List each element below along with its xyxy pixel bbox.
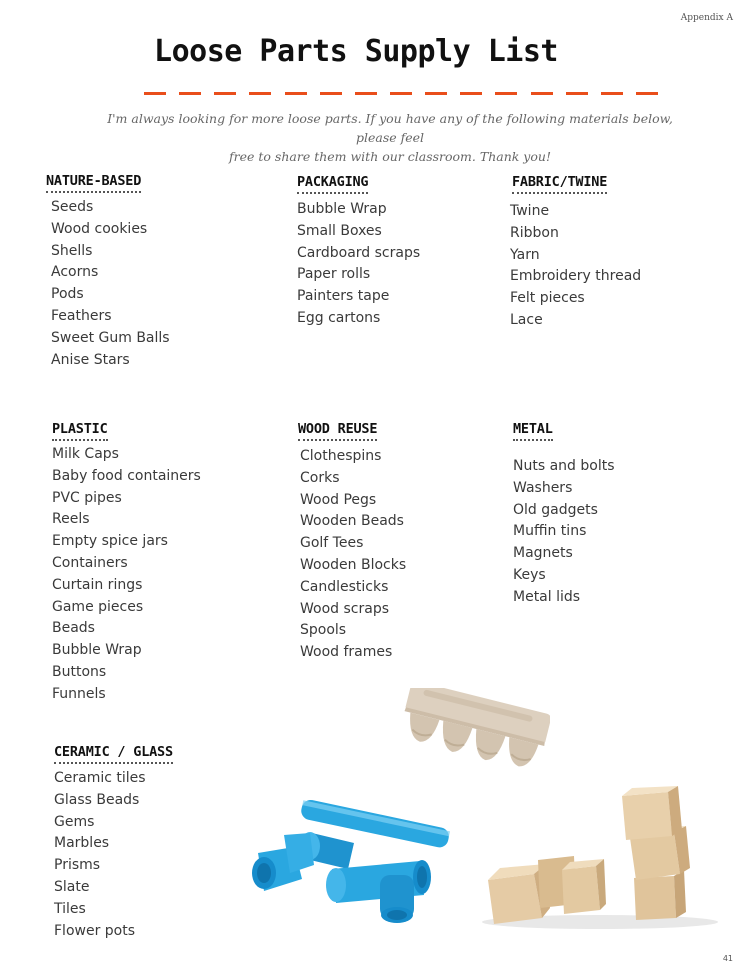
list-item: Flower pots: [54, 922, 136, 939]
list-item: Seeds: [51, 199, 94, 215]
section-fabric-twine: [512, 171, 641, 332]
list-item: Game pieces: [52, 598, 144, 615]
list-item: Sweet Gum Balls: [51, 329, 170, 346]
list-item: Wood cookies: [51, 220, 148, 237]
section-packaging: [297, 171, 420, 330]
egg-carton-image: [392, 688, 550, 788]
section-heading: NATURE-BASED: [46, 173, 141, 193]
list-item: Tiles: [54, 900, 86, 917]
list-item: Felt pieces: [510, 290, 585, 307]
list-item: Wood Pegs: [300, 491, 377, 508]
list-item: Clothespins: [300, 448, 382, 464]
item-list: [51, 197, 170, 371]
list-item: Bubble Wrap: [297, 201, 387, 217]
list-item: Buttons: [52, 663, 107, 680]
list-item: PVC pipes: [52, 489, 122, 506]
list-item: Prisms: [54, 857, 101, 874]
list-item: Ceramic tiles: [54, 770, 146, 786]
section-heading: PLASTIC: [52, 421, 108, 441]
list-item: Beads: [52, 620, 95, 637]
intro-line-1: I'm always looking for more loose parts. If you have any of the following materials below, please feel: [107, 111, 673, 145]
page-number: 41: [722, 954, 733, 963]
list-item: Slate: [54, 878, 90, 895]
list-item: Milk Caps: [52, 446, 119, 462]
list-item: Bubble Wrap: [52, 642, 142, 659]
wooden-blocks-image: [470, 782, 720, 932]
item-list: [510, 201, 641, 332]
list-item: Ribbon: [510, 224, 559, 241]
list-item: Embroidery thread: [510, 268, 642, 285]
list-item: Keys: [513, 566, 546, 583]
list-item: Gems: [54, 813, 95, 830]
list-item: Shells: [51, 242, 93, 259]
item-list: [297, 199, 420, 330]
list-item: Marbles: [54, 835, 110, 852]
page-title: Loose Parts Supply List: [154, 34, 558, 69]
list-item: Glass Beads: [54, 791, 140, 808]
list-item: Funnels: [52, 685, 106, 702]
list-item: Nuts and bolts: [513, 458, 615, 474]
list-item: Empty spice jars: [52, 533, 168, 550]
list-item: Muffin tins: [513, 523, 587, 540]
list-item: Wooden Beads: [300, 513, 404, 530]
intro-text: [100, 109, 680, 166]
section-ceramic-glass: [54, 741, 173, 942]
list-item: Yarn: [510, 246, 540, 263]
list-item: Washers: [513, 479, 573, 496]
list-item: Egg cartons: [297, 309, 381, 326]
section-nature-based: [46, 170, 170, 371]
section-heading: CERAMIC / GLASS: [54, 744, 173, 764]
section-plastic: [52, 418, 201, 706]
list-item: Anise Stars: [51, 351, 130, 368]
section-heading: FABRIC/TWINE: [512, 174, 607, 194]
list-item: Curtain rings: [52, 576, 143, 593]
list-item: Corks: [300, 469, 340, 486]
item-list: [513, 456, 615, 609]
item-list: [52, 444, 201, 706]
list-item: Lace: [510, 311, 543, 328]
section-heading: METAL: [513, 421, 553, 441]
list-item: Acorns: [51, 264, 99, 281]
intro-line-2: free to share them with our classroom. Thank you!: [229, 149, 551, 164]
list-item: Paper rolls: [297, 266, 371, 283]
decorative-dash-divider: [144, 92, 658, 96]
item-list: [54, 768, 173, 942]
list-item: Baby food containers: [52, 467, 201, 484]
list-item: Pods: [51, 286, 84, 303]
list-item: Containers: [52, 554, 128, 571]
section-wood-reuse: [298, 418, 406, 664]
list-item: Old gadgets: [513, 501, 598, 518]
list-item: Wooden Blocks: [300, 556, 407, 573]
section-heading: WOOD REUSE: [298, 421, 377, 441]
list-item: Small Boxes: [297, 222, 382, 239]
list-item: Feathers: [51, 307, 112, 324]
list-item: Magnets: [513, 545, 573, 562]
item-list: [300, 446, 406, 664]
section-heading: PACKAGING: [297, 174, 368, 194]
list-item: Wood frames: [300, 644, 393, 661]
list-item: Golf Tees: [300, 535, 364, 552]
section-metal: [513, 418, 615, 609]
list-item: Cardboard scraps: [297, 244, 421, 261]
list-item: Reels: [52, 511, 90, 528]
list-item: Metal lids: [513, 588, 581, 605]
list-item: Wood scraps: [300, 600, 389, 617]
appendix-label: Appendix A: [680, 13, 733, 23]
list-item: Painters tape: [297, 288, 390, 305]
pvc-pipes-image: [250, 795, 450, 925]
list-item: Twine: [510, 203, 550, 219]
list-item: Candlesticks: [300, 578, 389, 595]
list-item: Spools: [300, 622, 347, 639]
